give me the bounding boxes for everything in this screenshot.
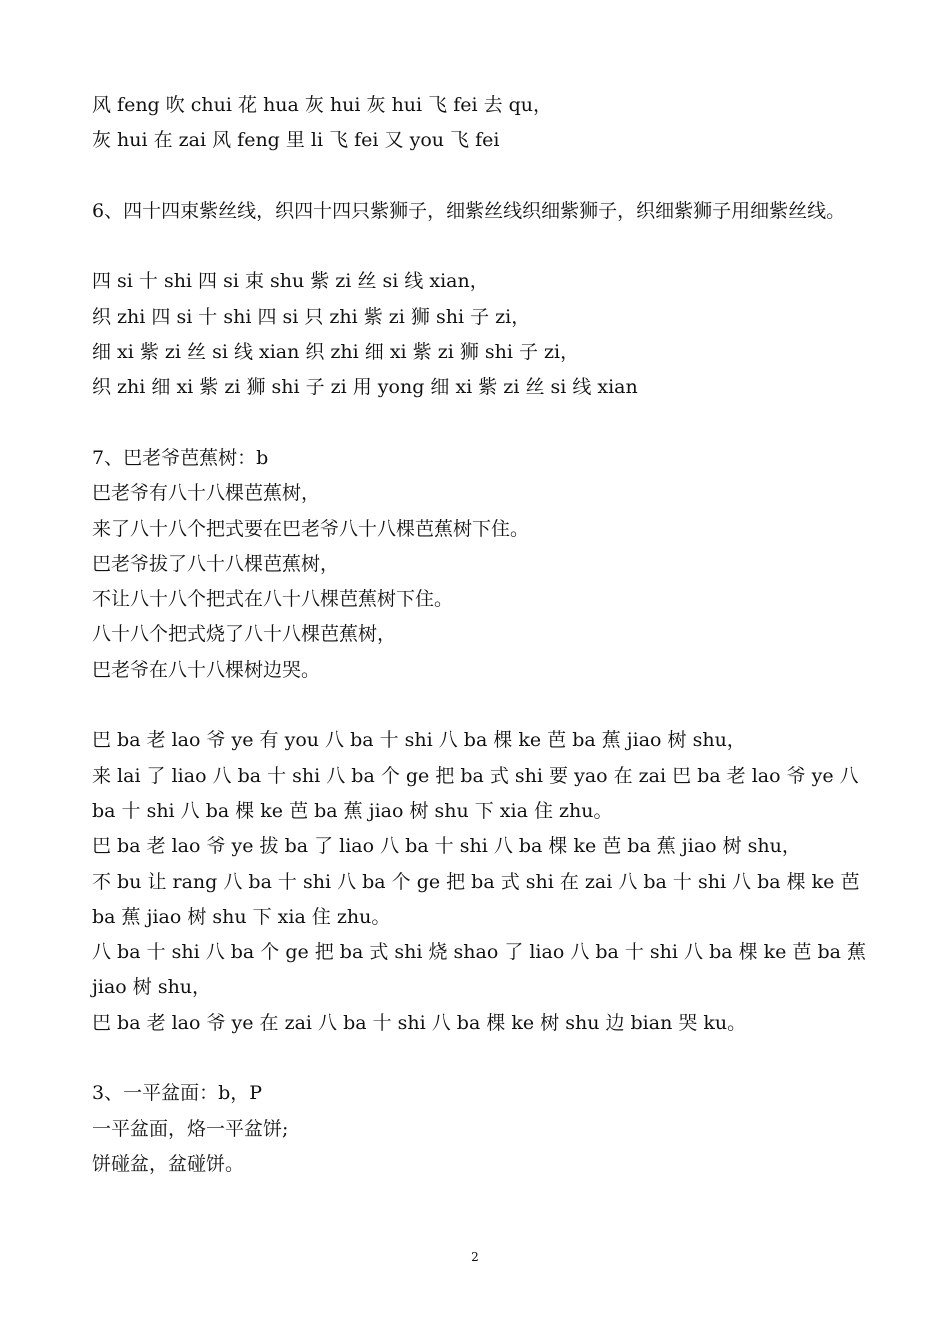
paragraph-purple-lion-pinyin: [92, 264, 872, 405]
paragraph-gap: [92, 688, 872, 723]
text-line: 四 si 十 shi 四 si 束 shu 紫 zi 丝 si 线 xian，: [92, 270, 489, 293]
section-heading: 7、巴老爷芭蕉树：b: [92, 446, 269, 469]
paragraph-gap: [92, 406, 872, 441]
text-line: 织 zhi 四 si 十 shi 四 si 只 zhi 紫 zi 狮 shi 子 zi，: [92, 305, 531, 328]
document-body: [92, 88, 872, 1182]
text-line: 巴老爷在八十八棵树边哭。: [92, 658, 321, 681]
text-line: 八 ba 十 shi 八 ba 个 ge 把 ba 式 shi 烧 shao 了 liao 八 ba 十 shi 八 ba 棵 ke 芭 ba 蕉 jiao 树 shu，: [92, 941, 867, 999]
text-line: 不 bu 让 rang 八 ba 十 shi 八 ba 个 ge 把 ba 式 shi 在 zai 八 ba 十 shi 八 ba 棵 ke 芭 ba 蕉 jiao 树 shu 下 xia 住 zhu。: [92, 870, 860, 928]
paragraph-banana-tree: [92, 441, 872, 688]
paragraph-gap: [92, 159, 872, 194]
paragraph-purple-lion: [92, 194, 872, 229]
text-line: 巴老爷有八十八棵芭蕉树，: [92, 482, 321, 505]
paragraph-basin-noodle: [92, 1076, 872, 1182]
paragraph-banana-tree-pinyin: [92, 723, 872, 1041]
paragraph-gap: [92, 1041, 872, 1076]
text-line: 6、四十四束紫丝线，织四十四只紫狮子，细紫丝线织细紫狮子，织细紫狮子用细紫丝线。: [92, 199, 846, 222]
page-number: 2: [471, 1250, 479, 1264]
text-line: 不让八十八个把式在八十八棵芭蕉树下住。: [92, 588, 454, 611]
text-line: 织 zhi 细 xi 紫 zi 狮 shi 子 zi 用 yong 细 xi 紫 zi 丝 si 线 xian: [92, 376, 638, 399]
text-line: 一平盆面，烙一平盆饼;: [92, 1117, 289, 1140]
paragraph-wind-pinyin: [92, 88, 872, 159]
text-line: 风 feng 吹 chui 花 hua 灰 hui 灰 hui 飞 fei 去 qu，: [92, 94, 553, 116]
text-line: 巴 ba 老 lao 爷 ye 在 zai 八 ba 十 shi 八 ba 棵 ke 树 shu 边 bian 哭 ku。: [92, 1011, 747, 1034]
text-line: 细 xi 紫 zi 丝 si 线 xian 织 zhi 细 xi 紫 zi 狮 shi 子 zi，: [92, 341, 580, 364]
text-line: 来了八十八个把式要在巴老爷八十八棵芭蕉树下住。: [92, 517, 530, 540]
text-line: 巴 ba 老 lao 爷 ye 拔 ba 了 liao 八 ba 十 shi 八 ba 棵 ke 芭 ba 蕉 jiao 树 shu，: [92, 835, 801, 858]
section-heading: 3、一平盆面：b，P: [92, 1082, 263, 1105]
text-line: 巴 ba 老 lao 爷 ye 有 you 八 ba 十 shi 八 ba 棵 ke 芭 ba 蕉 jiao 树 shu，: [92, 729, 746, 752]
text-line: 八十八个把式烧了八十八棵芭蕉树，: [92, 623, 397, 646]
text-line: 饼碰盆，盆碰饼。: [92, 1152, 245, 1175]
text-line: 巴老爷拔了八十八棵芭蕉树，: [92, 552, 340, 575]
text-line: 灰 hui 在 zai 风 feng 里 li 飞 fei 又 you 飞 fei: [92, 129, 500, 152]
text-line: 来 lai 了 liao 八 ba 十 shi 八 ba 个 ge 把 ba 式 shi 要 yao 在 zai 巴 ba 老 lao 爷 ye 八 ba 十 shi 八 ba 棵 ke 芭 ba 蕉 jiao 树 shu 下 xia 住 zhu。: [92, 764, 859, 822]
paragraph-gap: [92, 229, 872, 264]
